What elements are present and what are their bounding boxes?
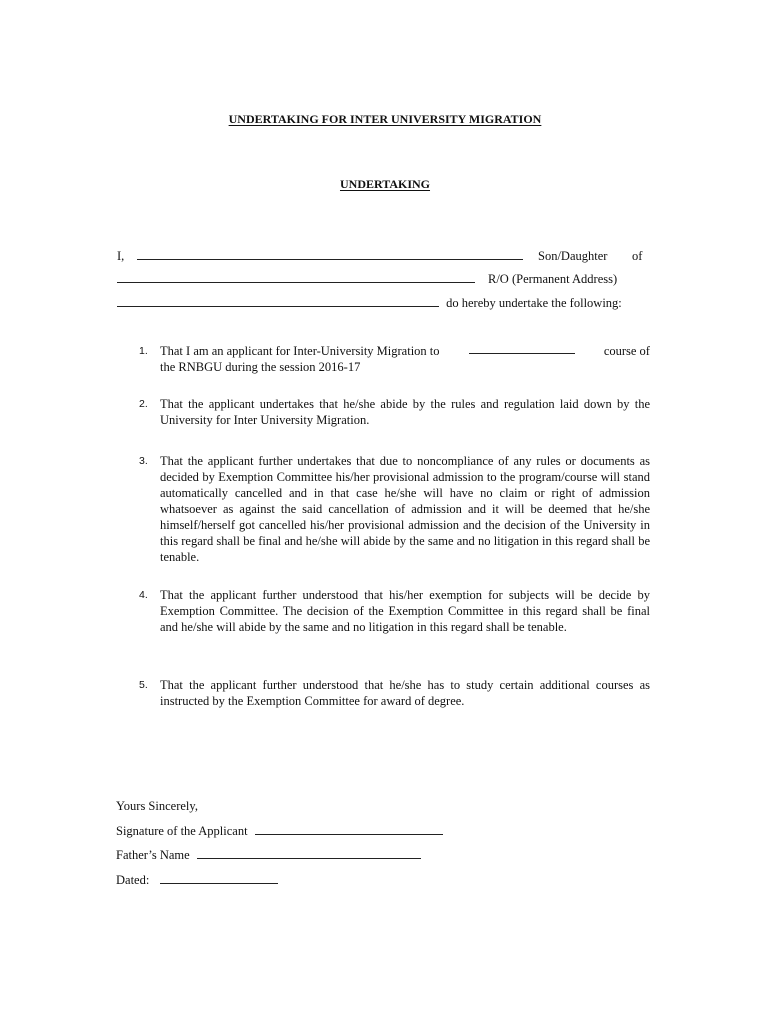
signature-label: Signature of the Applicant	[116, 824, 248, 838]
list-item-text: That the applicant undertakes that he/she abide by the rules and regulation laid down by the University for Inter University Migration.	[160, 397, 650, 427]
document-subtitle: UNDERTAKING	[339, 177, 431, 191]
list-item-number: 1.	[139, 345, 148, 357]
yours-sincerely: Yours Sincerely,	[116, 799, 198, 813]
undertake-text: do hereby undertake the following:	[446, 296, 622, 310]
father-name-label: Father’s Name	[116, 848, 190, 862]
parent-name-blank[interactable]	[117, 272, 475, 283]
father-name-blank[interactable]	[197, 848, 421, 859]
list-item-text: That the applicant further understood that he/she has to study certain additional courses as instructed by the Exemption Committee for award of degree.	[160, 678, 650, 708]
list-item-number: 4.	[139, 589, 148, 601]
address-blank[interactable]	[117, 296, 439, 307]
list-item-number: 5.	[139, 679, 148, 691]
signature-line	[116, 824, 443, 839]
intro-line-3	[117, 296, 622, 311]
list-item	[139, 453, 650, 565]
ro-label: R/O (Permanent Address)	[488, 272, 618, 286]
dated-line	[116, 873, 278, 888]
of-label: of	[632, 249, 643, 263]
dated-label: Dated:	[116, 873, 150, 887]
intro-i-label: I,	[117, 249, 125, 263]
signature-blank[interactable]	[255, 824, 443, 835]
name-blank[interactable]	[137, 249, 523, 260]
item1-text-before: That I am an applicant for Inter-University Migration to	[160, 344, 440, 358]
intro-line-1	[117, 249, 523, 264]
date-blank[interactable]	[160, 873, 278, 884]
list-item	[139, 343, 650, 375]
list-item	[139, 396, 650, 428]
father-name-line	[116, 848, 421, 863]
document-title: UNDERTAKING FOR INTER UNIVERSITY MIGRATION	[228, 112, 542, 126]
item1-text-after: course of	[603, 344, 650, 358]
ro-label-wrap	[488, 272, 617, 287]
list-item-text: That the applicant further undertakes that due to noncompliance of any rules or documents as decided by Exemption Committee his/her provisional admission to the program/course will stand automatically cancelled and in that case he/she will have no claim or right of admission whatsoever as against the said cancellation of admission and it will be deemed that he/she himself/herself got cancelled his/her provisional admission and the decision of the University in this regard shall be final and he/she will abide by the same and no litigation in this regard shall be tenable.	[160, 454, 650, 564]
course-blank[interactable]	[469, 343, 575, 354]
son-daughter-label: Son/Daughter	[538, 249, 608, 263]
son-daughter-label-wrap	[538, 249, 607, 264]
list-item-text	[160, 343, 650, 375]
list-item	[139, 677, 650, 709]
item1-text-line2: the RNBGU during the session 2016-17	[160, 360, 361, 374]
list-item	[139, 587, 650, 635]
list-item-text: That the applicant further understood that his/her exemption for subjects will be decide by Exemption Committee. The decision of the Exemption Committee in this regard shall be final and he/she will abide by the same and no litigation in this regard shall be tenable.	[160, 588, 650, 634]
intro-line-2	[117, 272, 475, 287]
of-label-wrap	[632, 249, 642, 264]
list-item-number: 2.	[139, 398, 148, 410]
list-item-number: 3.	[139, 455, 148, 467]
